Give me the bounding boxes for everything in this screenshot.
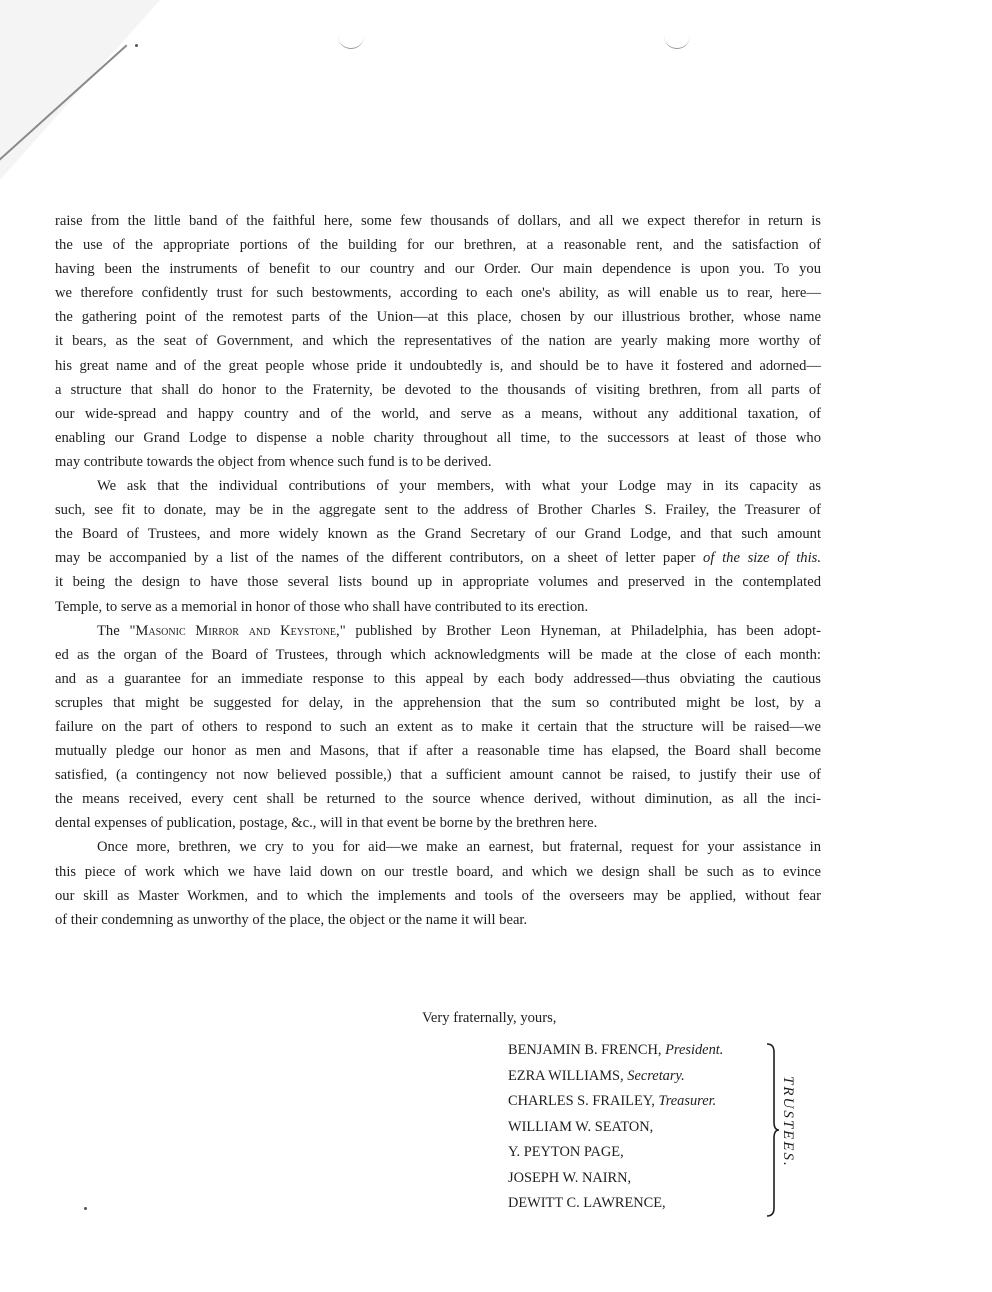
- letter-body: [55, 209, 821, 932]
- body-line: having been the instruments of benefit to our country and our Order. Our main dependence is upon you. To you: [55, 261, 821, 278]
- body-line: we therefore confidently trust for such bestowments, according to each one's ability, as will enable us to rear, here—: [55, 285, 821, 302]
- body-line: such, see fit to donate, may be in the aggregate sent to the address of Brother Charles S. Frailey, the Treasurer of: [55, 502, 821, 519]
- body-line: satisfied, (a contingency not now believed possible,) that a sufficient amount cannot be raised, to justify their use of: [55, 767, 821, 784]
- body-line: and as a guarantee for an immediate response to this appeal by each body addressed—thus obviating the cautious: [55, 670, 821, 687]
- body-line: it being the design to have those several lists bound up in appropriate volumes and preserved in the contemplated: [55, 574, 821, 591]
- body-line: the use of the appropriate portions of the building for our brethren, at a reasonable rent, and the satisfaction of: [55, 237, 821, 254]
- signatory-title: Treasurer.: [658, 1093, 717, 1109]
- signatory-title: President.: [665, 1042, 724, 1058]
- body-line-text: may be accompanied by a list of the names of the different contributors, on a sheet of letter paper: [55, 550, 696, 567]
- body-line-text: " published by Brother Leon Hyneman, at Philadelphia, has been adopt-: [339, 622, 821, 639]
- body-line: a structure that shall do honor to the Fraternity, be devoted to the thousands of visiting brethren, from all parts of: [55, 381, 821, 398]
- signatory-name: Y. PEYTON PAGE,: [508, 1144, 624, 1160]
- body-line: the Board of Trustees, and more widely known as the Grand Secretary of our Grand Lodge, and that such amount: [55, 526, 821, 543]
- body-line: ed as the organ of the Board of Trustees, through which acknowledgments will be made at the close of each month:: [55, 646, 821, 663]
- signatory-name: WILLIAM W. SEATON,: [508, 1118, 654, 1135]
- body-line: our skill as Master Workmen, and to which the implements and tools of the overseers may be applied, without fear: [55, 887, 821, 904]
- trustees-brace: [766, 1042, 780, 1218]
- signatory-name: BENJAMIN B. FRENCH,: [508, 1042, 662, 1058]
- body-line: [55, 619, 821, 643]
- trustees-label: TRUSTEES.: [780, 1076, 796, 1168]
- body-line: enabling our Grand Lodge to dispense a noble charity throughout all time, to the successors at least of those who: [55, 429, 821, 446]
- signatory: [508, 1064, 723, 1090]
- body-line: scruples that might be suggested for delay, in the apprehension that the sum so contributed might be lost, by a: [55, 694, 821, 711]
- body-line: his great name and of the great people whose pride it undoubtedly is, and should be to have it fostered and adorned—: [55, 357, 821, 374]
- body-line: [55, 546, 821, 570]
- folded-corner: [0, 0, 160, 180]
- body-line: raise from the little band of the faithful here, some few thousands of dollars, and all we expect therefor in return is: [55, 213, 821, 229]
- paper-speck: [84, 1207, 87, 1210]
- signatory-title: Secretary.: [627, 1067, 685, 1084]
- body-line: Once more, brethren, we cry to you for aid—we make an earnest, but fraternal, request for your assistance in: [97, 839, 821, 856]
- signatory: [508, 1140, 723, 1166]
- punch-hole-mark: [664, 34, 690, 49]
- signature-block: [508, 1038, 723, 1217]
- signatory: [508, 1038, 723, 1064]
- signatory: [508, 1166, 723, 1192]
- signatory-name: CHARLES S. FRAILEY,: [508, 1093, 655, 1109]
- body-line: this piece of work which we have laid down on our trestle board, and which we design shall be such as to evince: [55, 863, 821, 880]
- paper-speck: [135, 44, 138, 47]
- italic-phrase: of the size of this.: [703, 550, 821, 567]
- body-line: Temple, to serve as a memorial in honor of those who shall have contributed to its erection.: [55, 598, 589, 615]
- signatory-name: JOSEPH W. NAIRN,: [508, 1169, 632, 1186]
- closing-salutation: Very fraternally, yours,: [422, 1010, 557, 1026]
- publication-name: Masonic Mirror and Keystone,: [135, 622, 340, 639]
- body-line: We ask that the individual contributions of your members, with what your Lodge may in its capacity as: [97, 478, 821, 495]
- body-line: may contribute towards the object from whence such fund is to be derived.: [55, 453, 492, 470]
- body-line: of their condemning as unworthy of the place, the object or the name it will bear.: [55, 911, 528, 928]
- signatory: [508, 1191, 723, 1217]
- body-line: dental expenses of publication, postage, &c., will in that event be borne by the brethren here.: [55, 815, 598, 832]
- body-line: our wide-spread and happy country and of the world, and serve as a means, without any additional taxation, of: [55, 405, 821, 422]
- signatory-name: EZRA WILLIAMS,: [508, 1067, 624, 1084]
- signatory: [508, 1089, 723, 1115]
- body-line: it bears, as the seat of Government, and which the representatives of the nation are yearly making more worthy of: [55, 333, 821, 350]
- body-line: the means received, every cent shall be returned to the source whence derived, without diminution, as all the inci-: [55, 791, 821, 808]
- body-line: mutually pledge our honor as men and Masons, that if after a reasonable time has elapsed, the Board shall become: [55, 743, 821, 760]
- signatory: [508, 1115, 723, 1141]
- body-line-text: The ": [97, 622, 136, 639]
- body-line: failure on the part of others to respond to such an extent as to make it certain that the structure will be raised—we: [55, 718, 821, 735]
- signatory-name: DEWITT C. LAWRENCE,: [508, 1195, 666, 1211]
- body-line: the gathering point of the remotest parts of the Union—at this place, chosen by our illustrious brother, whose name: [55, 309, 821, 326]
- punch-hole-mark: [338, 34, 364, 49]
